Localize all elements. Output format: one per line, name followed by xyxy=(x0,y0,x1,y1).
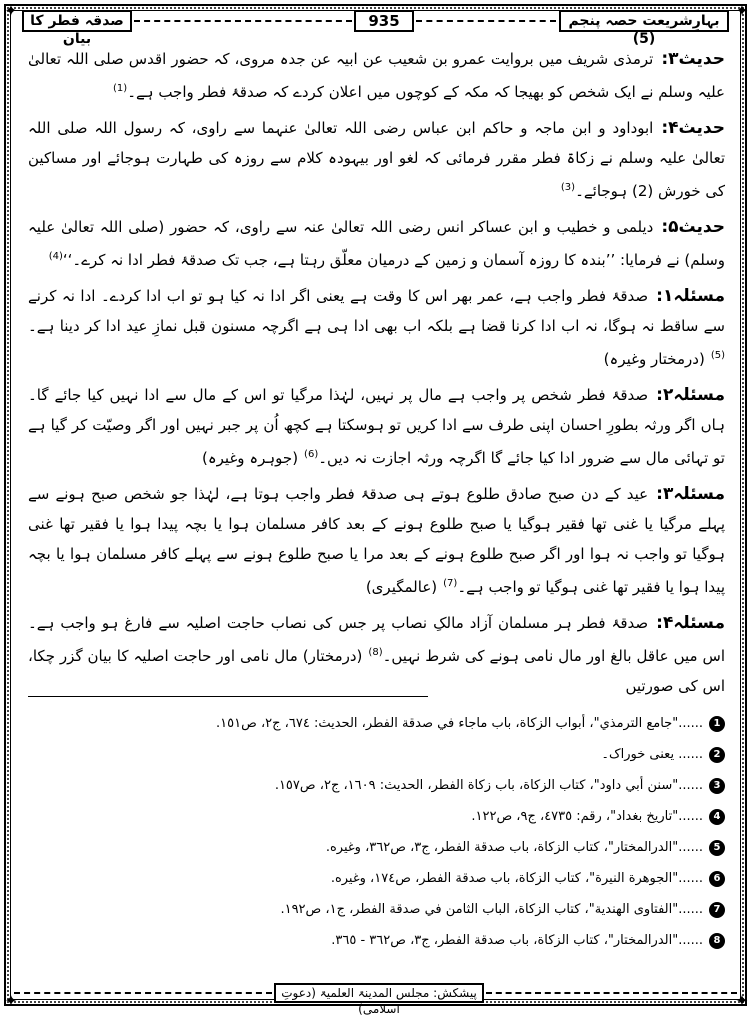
paragraph-label: حدیث۴: xyxy=(661,118,725,138)
footnote-number-badge: 4 xyxy=(709,809,725,825)
footnote xyxy=(28,708,725,739)
footnote-number-badge: 8 xyxy=(709,933,725,949)
paragraph xyxy=(28,479,725,602)
footnote-number-badge: 5 xyxy=(709,840,725,856)
paragraph xyxy=(28,44,725,107)
footnote-text: ......"جامع الترمذي"، أبواب الزكاة، باب ماجاء في صدقة الفطر، الحديث: ٦٧٤، ج٢، ص١٥١. xyxy=(216,716,703,731)
corner-ornament-icon: ✦ xyxy=(735,991,749,1010)
footnote xyxy=(28,770,725,801)
footnote-text: ...... یعنی خوراک۔ xyxy=(601,747,703,762)
footnote-number-badge: 1 xyxy=(709,716,725,732)
corner-ornament-icon: ✦ xyxy=(4,991,18,1010)
page-footer xyxy=(14,983,737,1016)
paragraph-label: مسئلہ۲: xyxy=(656,385,725,405)
publisher-credit: پیشکش: مجلس المدینۃ العلمیۃ (دعوتِ اسلامی) xyxy=(274,983,484,1003)
footnote-number-badge: 2 xyxy=(709,747,725,763)
paragraph-label: مسئلہ۴: xyxy=(656,613,725,633)
paragraph-text: صدقۂ فطر شخص پر واجب ہے مال پر نہیں، لہٰذا مرگیا تو اس کے مال سے ادا نہیں کیا جائے گا۔ ہاں اگر ورثہ بطورِ احسان اپنی طرف سے ادا کریں تو ہوسکتا ہے کچھ اُن پر جبر نہیں اور اگر وصیّت کر گیا ہے تو تہائی مال سے ضرور ادا کیا جائے گا اگرچہ ورثہ اجازت نہ دیں۔ xyxy=(28,386,725,467)
footnote-text: ......"الدرالمختار"، كتاب الزكاة، باب صدقة الفطر، ج٣، ص٣٦٢، وغيره. xyxy=(325,840,703,855)
paragraph-label: حدیث۵: xyxy=(661,217,725,237)
paragraph-label: حدیث۳: xyxy=(661,49,725,69)
source-citation: (عالمگیری) xyxy=(365,578,438,596)
page-header xyxy=(14,10,737,47)
footnote-reference[interactable]: (5) xyxy=(710,350,725,361)
paragraph xyxy=(28,608,725,701)
paragraph-text: دیلمی و خطیب و ابن عساکر انس رضی اللہ تعالیٰ عنہ سے راوی، کہ حضور (صلی اللہ تعالیٰ علیہ وسلم) نے فرمایا: ’’بندہ کا روزہ آسمان و زمین کے درمیان معلّق رہتا ہے، جب تک صدقۂ فطر ادا نہ کرے۔‘‘ xyxy=(28,218,725,269)
footnotes xyxy=(28,708,725,956)
footnote-text: ......"الجوهرة النيرة"، كتاب الزكاة، باب صدقة الفطر، ص١٧٤، وغيره. xyxy=(330,871,703,886)
footnote-number-badge: 3 xyxy=(709,778,725,794)
footnote-reference[interactable]: (1) xyxy=(113,83,128,94)
footer-divider xyxy=(14,992,272,994)
paragraph xyxy=(28,212,725,275)
paragraph-text: ابوداود و ابن ماجہ و حاکم ابن عباس رضی اللہ تعالیٰ عنہما سے راوی، کہ رسول اللہ صلی اللہ تعالیٰ علیہ وسلم نے زکاۃ فطر مقرر فرمائی کہ لغو اور بیہودہ کلام سے روزہ کی طہارت ہوجائے اور مساکین کی خورش (2) ہوجائے۔ xyxy=(28,119,725,200)
header-divider xyxy=(134,20,352,22)
chapter-title: صدقہ فطر کا بیان xyxy=(22,10,132,32)
footer-divider xyxy=(486,992,737,994)
paragraph-text: صدقۂ فطر ہر مسلمان آزاد مالکِ نصاب پر جس کی نصاب حاجت اصلیہ سے فارغ ہو واجب ہے۔ اس میں عاقل بالغ اور مال نامی ہونے کی شرط نہیں۔ xyxy=(28,614,725,665)
footnote-reference[interactable]: (8) xyxy=(368,647,383,658)
footnote-text: ......"الدرالمختار"، كتاب الزكاة، باب صدقة الفطر، ج٣، ص٣٦٢ - ٣٦٥. xyxy=(331,933,703,948)
main-text xyxy=(28,44,725,707)
footnote-number-badge: 7 xyxy=(709,902,725,918)
corner-ornament-icon: ✦ xyxy=(735,1,749,20)
paragraph-text: صدقۂ فطر واجب ہے، عمر بھر اس کا وقت ہے یعنی اگر ادا نہ کیا ہو تو اب ادا کردے۔ ادا نہ کرنے سے ساقط نہ ہوگا، نہ اب ادا کرنا قضا ہے بلکہ اب بھی ادا ہی ہے اگرچہ مسنون قبل نمازِ عید ادا کر دینا ہے۔ xyxy=(28,287,725,335)
page-number: 935 xyxy=(354,10,414,32)
paragraph-label: مسئلہ۱: xyxy=(656,286,725,306)
footnote-reference[interactable]: (4) xyxy=(48,251,63,262)
paragraph xyxy=(28,380,725,473)
footnote xyxy=(28,925,725,956)
book-title: بہارِشریعت حصہ پنجم (5) xyxy=(559,10,729,32)
footnote xyxy=(28,739,725,770)
footnote-text: ......"تاريخ بغداد"، رقم: ٤٧٣٥، ج٩، ص١٢٢. xyxy=(471,809,703,824)
source-citation: (جوہرہ وغیرہ) xyxy=(202,449,299,467)
paragraph-text: ترمذی شریف میں بروایت عمرو بن شعیب عن ابیہ عن جدہ مروی، کہ حضور اقدس صلی اللہ تعالیٰ علیہ وسلم نے ایک شخص کو بھیجا کہ مکہ کے کوچوں میں اعلان کردے کہ صدقۂ فطر واجب ہے۔ xyxy=(28,50,725,101)
footnote xyxy=(28,832,725,863)
footnote-text: ......"الفتاوى الهندية"، كتاب الزكاة، الباب الثامن في صدقة الفطر، ج١، ص١٩٢. xyxy=(280,902,703,917)
footnote xyxy=(28,801,725,832)
footnote-number-badge: 6 xyxy=(709,871,725,887)
footnote-reference[interactable]: (3) xyxy=(560,182,576,193)
paragraph xyxy=(28,113,725,206)
source-citation: (درمختار وغیرہ) xyxy=(603,350,705,368)
footnote-reference[interactable]: (6) xyxy=(304,449,319,460)
footnote-separator xyxy=(28,696,428,697)
corner-ornament-icon: ✦ xyxy=(4,1,18,20)
header-divider xyxy=(416,20,556,22)
footnote-reference[interactable]: (7) xyxy=(443,578,458,589)
paragraph-label: مسئلہ۳: xyxy=(656,484,725,504)
paragraph xyxy=(28,281,725,374)
source-citation: (درمختار) مال نامی اور حاجت اصلیہ کا بیان گزر چکا، اس کی صورتیں xyxy=(28,647,725,695)
footnote xyxy=(28,863,725,894)
paragraph-text: عید کے دن صبح صادق طلوع ہوتے ہی صدقۂ فطر واجب ہوتا ہے، لہٰذا جو شخص صبح ہونے سے پہلے مرگیا یا غنی تھا فقیر ہوگیا یا صبح طلوع ہونے کے بعد کافر مسلمان ہوا یا بچہ پیدا ہوا یا فقیر تھا غنی ہوگیا تو واجب نہ ہوا اور اگر صبح طلوع ہونے کے بعد مرا یا صبح طلوع ہونے سے پہلے کافر مسلمان ہوا یا بچہ پیدا ہوا یا فقیر تھا غنی ہوگیا تو واجب ہے۔ xyxy=(28,485,725,596)
footnote xyxy=(28,894,725,925)
footnote-text: ......"سنن أبي داود"، كتاب الزكاة، باب زكاة الفطر، الحديث: ١٦٠٩، ج٢، ص١٥٧. xyxy=(274,778,703,793)
